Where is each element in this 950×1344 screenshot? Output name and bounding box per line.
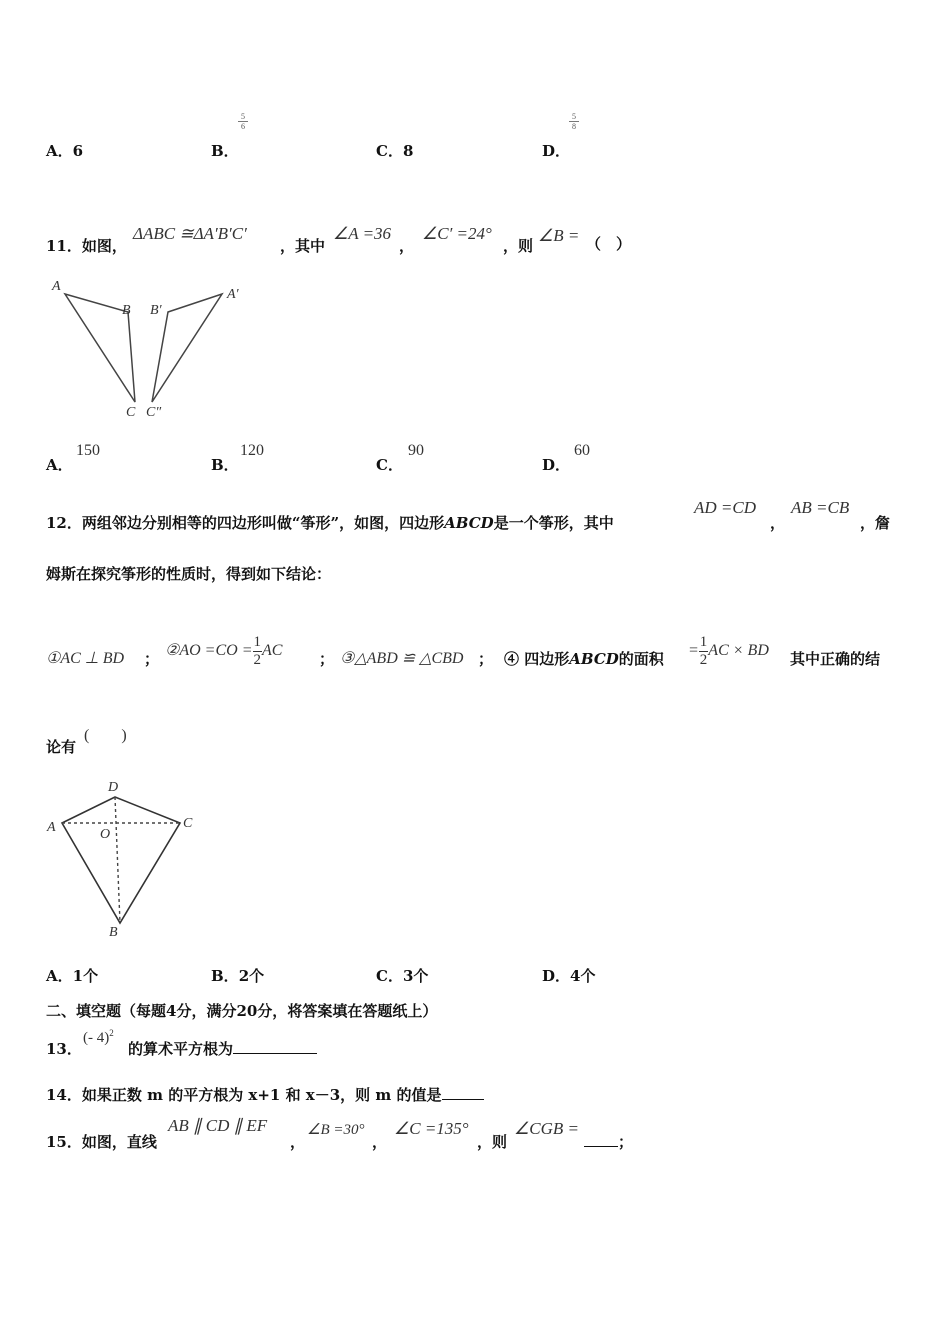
q12-semi-1: ；: [144, 650, 160, 668]
section2-title: 二、填空题（每题4分，满分20分，将答案填在答题纸上）: [46, 1002, 438, 1020]
q10-option-b-fraction: 5 6: [238, 112, 248, 131]
q11-mid-text: ，其中: [280, 237, 326, 255]
q12-option-b: B．2个: [211, 967, 265, 985]
q11-option-a-value: 150: [76, 442, 100, 459]
q12-cond2: AB =CB: [791, 498, 850, 517]
q12-cond1: AD =CD: [694, 498, 756, 517]
q12-conclusion-4-fraction: $\frac{1}{2}$: [699, 634, 708, 668]
q11-label-b: B: [122, 303, 131, 318]
q11-label-a: A: [52, 279, 61, 294]
q11-angle-b: ∠B =: [538, 226, 580, 245]
q15-angle-cgb: ∠CGB =: [514, 1119, 579, 1138]
q14-text: 14．如果正数 m 的平方根为 x+1 和 x－3，则 m 的值是: [46, 1084, 484, 1105]
q15-prefix: 15．如图，直线: [46, 1133, 157, 1151]
q12-line1: 12．两组邻边分别相等的四边形叫做“筝形”，如图，四边形ABCD是一个筝形，其中: [46, 514, 614, 532]
q12-conclusion-1: ①AC ⊥ BD: [46, 650, 125, 667]
q11-label-a2: A′: [227, 287, 239, 302]
q12-label-c: C: [183, 816, 193, 831]
q12-option-a: A．1个: [46, 967, 99, 985]
q11-sep: ，: [399, 237, 415, 255]
q12-label-o: O: [100, 827, 111, 842]
q12-label-a: A: [47, 820, 56, 835]
q11-option-a-label: A．: [46, 456, 73, 474]
q11-angle-a: ∠A =36: [333, 224, 392, 243]
q12-kite-outline: [62, 797, 180, 923]
q10-option-b: B．: [211, 142, 239, 160]
q13-text: 的算术平方根为: [128, 1038, 317, 1059]
q12-conclusion-2: ②AO =CO = $\frac{1}{2}$ AC: [165, 634, 283, 668]
q11-label-c2: C″: [146, 405, 162, 420]
q11-then: ，则: [503, 237, 534, 255]
q12-line2: 姆斯在探究筝形的性质时，得到如下结论：: [46, 565, 332, 583]
q12-line1-tail: ，詹: [860, 514, 891, 532]
q12-semi-2: ；: [319, 650, 335, 668]
q11-option-c-label: C．: [376, 456, 403, 474]
q15-angle-b: ∠B =30°: [307, 1122, 365, 1138]
q13-answer-blank: [233, 1053, 317, 1054]
q15-answer-blank: [584, 1146, 618, 1147]
q12-conclusion-3: ③△ABD ≌ △CBD: [340, 650, 464, 667]
q10-option-d: D．: [542, 142, 571, 160]
q12-option-c: C．3个: [376, 967, 429, 985]
q12-kite-figure: [40, 775, 210, 945]
q11-option-c-value: 90: [408, 442, 424, 459]
q15-comma-2: ，: [372, 1133, 388, 1151]
q11-option-d-value: 60: [574, 442, 590, 459]
q10-option-c: C．8: [376, 142, 414, 160]
q11-answer-paren: （ ）: [586, 235, 632, 253]
q12-diagonal-bd: [115, 797, 120, 923]
q15-parallel: AB ∥ CD ∥ EF: [168, 1116, 268, 1135]
q13-expression: (- 4)$^2$: [83, 1028, 114, 1046]
q11-option-b-value: 120: [240, 442, 264, 459]
q12-semi-3: ；: [478, 650, 494, 668]
q11-figure: [40, 270, 260, 430]
q12-label-d: D: [108, 780, 119, 795]
q15-then: ，则: [477, 1133, 508, 1151]
q10-option-d-fraction: 5 8: [569, 112, 579, 131]
q11-triangle-a2b2c2: [152, 294, 222, 402]
q15-answer: ；: [584, 1131, 633, 1152]
q12-conclusion-2-fraction: $\frac{1}{2}$: [253, 634, 261, 668]
q12-line4: 论有: [46, 738, 77, 756]
q15-comma-1: ，: [290, 1133, 306, 1151]
q12-conclusion-tail: 其中正确的结: [790, 650, 881, 668]
q14-answer-blank: [442, 1099, 484, 1100]
q12-answer-paren: ( ): [84, 727, 127, 744]
q12-label-b: B: [109, 925, 118, 940]
q13-prefix: 13．: [46, 1040, 82, 1058]
q11-label-c: C: [126, 405, 136, 420]
q11-label-b2: B′: [150, 303, 162, 318]
q11-option-d-label: D．: [542, 456, 571, 474]
q11-angle-c: ∠C′ =24°: [422, 224, 492, 243]
q11-congruence: ΔABC ≅ΔA′B′C′: [133, 224, 247, 243]
q12-conclusion-4: ④ 四边形ABCD的面积: [504, 650, 664, 668]
q15-angle-c: ∠C =135°: [394, 1119, 469, 1138]
q12-comma1: ，: [770, 514, 786, 532]
q12-conclusion-4-area: = $\frac{1}{2}$ AC × BD: [688, 634, 769, 668]
q11-option-b-label: B．: [211, 456, 239, 474]
q11-prefix: 11．如图，: [46, 237, 127, 255]
q12-option-d: D．4个: [542, 967, 596, 985]
q10-option-a: A．6: [46, 142, 84, 160]
